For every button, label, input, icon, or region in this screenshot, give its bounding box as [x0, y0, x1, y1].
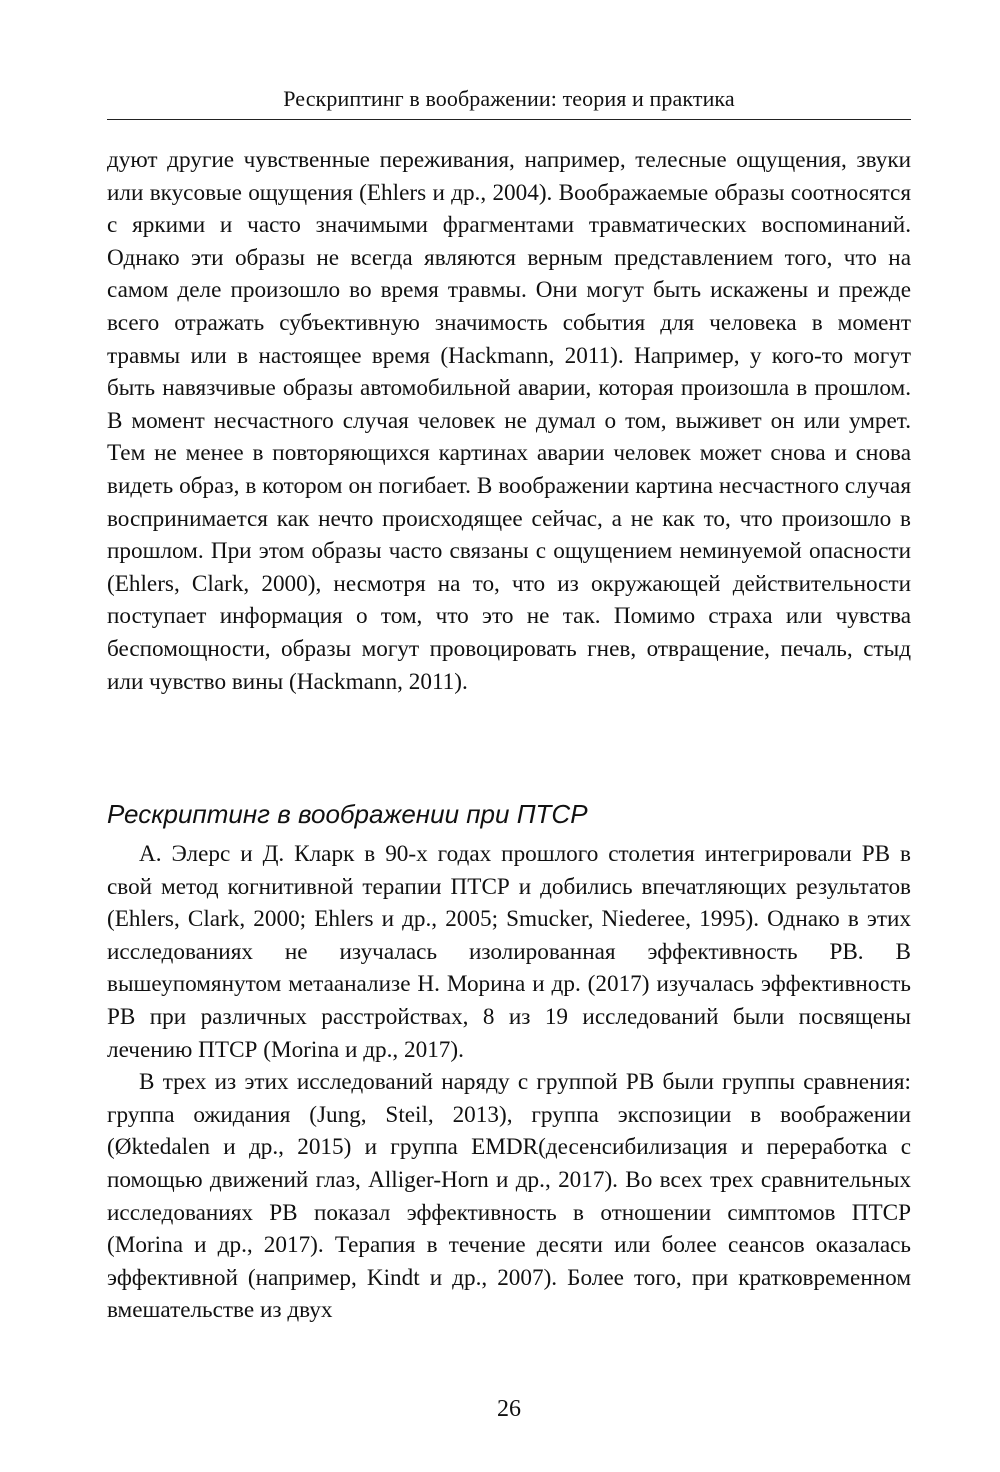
page-number: 26: [497, 1396, 521, 1422]
paragraph: В трех из этих исследований наряду с группой РВ были группы сравнения: группа ожидания (Jung, Steil, 2013), группа экспозиции в воображении (Øktedalen и др., 2015) и группа EMDR(десенсибилизация и переработка с помощью движений глаз, Alliger-Horn и др., 2017). Во всех трех сравнительных исследованиях РВ показал эффективность в отношении симптомов ПТСР (Morina и др., 2017). Терапия в течение десяти или более сеансов оказалась эффективной (например, Kindt и др., 2007). Более того, при кратковременном вмешательстве из двух: [107, 1069, 911, 1324]
header-divider: [107, 119, 911, 120]
text-block-2: [107, 838, 911, 1327]
section-heading: Рескриптинг в воображении при ПТСР: [107, 799, 588, 829]
running-header: Рескриптинг в воображении: теория и практика: [283, 86, 735, 111]
paragraph: А. Элерс и Д. Кларк в 90-х годах прошлого столетия интегрировали РВ в свой метод когнитивной терапии ПТСР и добились впечатляющих результатов (Ehlers, Clark, 2000; Ehlers и др., 2005; Smucker, Niederee, 1995). Однако в этих исследованиях не изучалась изолированная эффективность РВ. В вышеупомянутом метаанализе Н. Морина и др. (2017) изучалась эффективность РВ при различных расстройствах, 8 из 19 исследований были посвящены лечению ПТСР (Morina и др., 2017).: [107, 841, 911, 1063]
paragraph-continuation: дуют другие чувственные переживания, например, телесные ощущения, звуки или вкусовые ощущения (Ehlers и др., 2004). Воображаемые образы соотносятся с яркими и часто значимыми фрагментами травматических воспоминаний. Однако эти образы не всегда являются верным представлением того, что на самом деле произошло во время травмы. Они могут быть искажены и прежде всего отражать субъективную значимость события для человека в момент травмы или в настоящее время (Hackmann, 2011). Например, у кого-то могут быть навязчивые образы автомобильной аварии, которая произошла в прошлом. В момент несчастного случая человек не думал о том, выживет он или умрет. Тем не менее в повторяющихся картинах аварии человек может снова и снова видеть образ, в котором он погибает. В воображении картина несчастного случая воспринимается как нечто происходящее сейчас, а не как то, что произошло в прошлом. При этом образы часто связаны с ощущением неминуемой опасности (Ehlers, Clark, 2000), несмотря на то, что из окружающей действительности поступает информация о том, что это не так. Помимо страха или чувства беспомощности, образы могут провоцировать гнев, отвращение, печаль, стыд или чувство вины (Hackmann, 2011).: [107, 147, 911, 695]
text-block-1: [107, 144, 911, 698]
